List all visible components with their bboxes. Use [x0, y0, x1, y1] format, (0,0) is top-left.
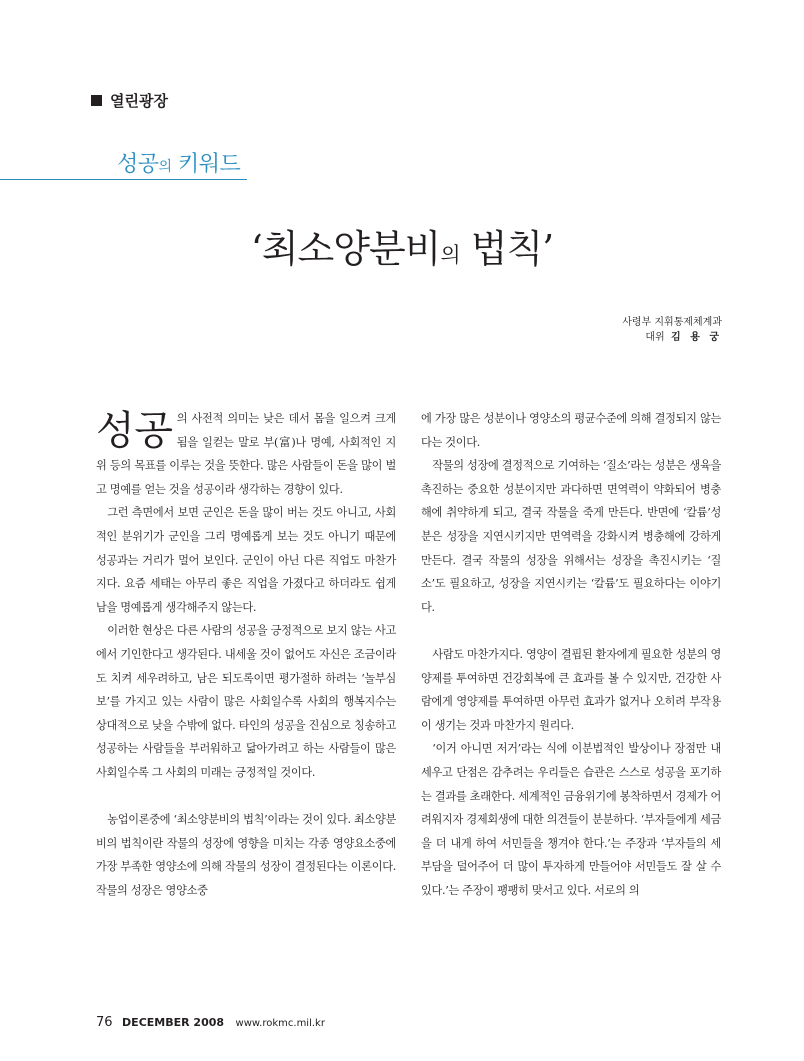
kicker-small: 의	[158, 159, 172, 175]
kicker-title	[117, 147, 240, 178]
author-unit: 사령부 지휘통제체계과	[622, 317, 722, 328]
right-column	[421, 407, 721, 902]
paragraph: 사람도 마찬가지다. 영양이 결핍된 환자에게 필요한 성분의 영양제를 투여하면 건강회복에 큰 효과를 볼 수 있지만, 건강한 사람에게 영양제를 투여하면 아무런 효과가 없거나 오히려 부작용이 생기는 것과 마찬가지 원리다.	[421, 647, 721, 732]
paragraph-gap	[96, 785, 396, 809]
page-number: 76	[96, 1015, 113, 1030]
section-tag	[91, 90, 168, 111]
kicker-main: 성공	[117, 152, 159, 177]
paragraph: 이러한 현상은 다른 사람의 성공을 긍정적으로 보지 않는 사고에서 기인한다고 생각된다. 내세울 것이 없어도 자신은 조금이라도 치켜 세우려하고, 남은 되도록이면 평가절하 하려는 ‘놀부심보’를 가지고 있는 사람이 많은 사회일수록 사회의 행복지수는 상대적으로 낮을 수밖에 없다. 타인의 성공을 진심으로 칭송하고 성공하는 사람들을 부러워하고 닮아가려고 하는 사람들이 많은 사회일수록 그 사회의 미래는 긍정적일 것이다.	[96, 624, 396, 779]
page-title	[0, 218, 804, 273]
left-column	[96, 407, 396, 902]
author-name: 김 용 궁	[671, 332, 722, 343]
paragraph	[96, 407, 396, 501]
paragraph-text: 의 사전적 의미는 낮은 데서 몸을 일으켜 크게 됨을 일컫는 말로 부(富)나 명예, 사회적인 지위 등의 목표를 이루는 것을 뜻한다. 많은 사람들이 돈을 많이 벌고 명예를 얻는 것을 성공이라 생각하는 경향이 있다.	[96, 412, 396, 496]
title-tail: 법칙’	[459, 227, 554, 271]
paragraph: 그런 측면에서 보면 군인은 돈을 많이 버는 것도 아니고, 사회적인 분위기가 군인을 그리 명예롭게 보는 것도 아니기 때문에 성공과는 거리가 멀어 보인다. 군인이 아닌 다른 직업도 마찬가지다. 요즘 세태는 아무리 좋은 직업을 가졌다고 하더라도 쉽게 남을 명예롭게 생각해주지 않는다.	[96, 506, 396, 614]
square-bullet-icon	[91, 95, 102, 106]
title-small: 의	[440, 243, 460, 267]
website-url: www.rokmc.mil.kr	[235, 1018, 325, 1029]
drop-cap: 성공	[96, 408, 173, 454]
paragraph: 작물의 성장에 결정적으로 기여하는 ‘질소’라는 성분은 생육을 촉진하는 중요한 성분이지만 과다하면 면역력이 약화되어 병충해에 취약하게 되고, 결국 작물을 죽게 만든다. 반면에 ‘칼륨’성분은 성장을 지연시키지만 면역력을 강화시켜 병충해에 강하게 만든다. 결국 작물의 성장을 위해서는 성장을 촉진시키는 ‘질소’도 필요하고, 성장을 지연시키는 ‘칼륨’도 필요하다는 이야기다.	[421, 459, 721, 614]
kicker-tail: 키워드	[171, 152, 241, 177]
section-label: 열린광장	[110, 92, 168, 110]
title-main: ‘최소양분비	[250, 227, 441, 271]
author-line	[622, 330, 722, 345]
paragraph: 에 가장 많은 성분이나 영양소의 평균수준에 의해 결정되지 않는다는 것이다.	[421, 412, 721, 449]
page-footer	[96, 1015, 325, 1030]
author-byline	[622, 315, 722, 345]
author-rank: 대위	[645, 332, 665, 343]
issue-date: DECEMBER 2008	[122, 1016, 225, 1029]
paragraph: 농업이론중에 ‘최소양분비의 법칙’이라는 것이 있다. 최소양분비의 법칙이란 작물의 성장에 영향을 미치는 각종 영양요소중에 가장 부족한 영양소에 의해 작물의 성장이 결정된다는 이론이다. 작물의 성장은 영양소중	[96, 813, 396, 897]
paragraph: ‘이거 아니면 저거’라는 식에 이분법적인 발상이나 장점만 내세우고 단점은 감추려는 우리들은 습관은 스스로 성공을 포기하는 결과를 초래한다. 세계적인 금융위기에 봉착하면서 경제가 어려워지자 경제회생에 대한 의견들이 분분하다. ‘부자들에게 세금을 더 내게 하여 서민들을 챙겨야 한다.’는 주장과 ‘부자들의 세부담을 덜어주어 더 많이 투자하게 만들어야 서민들도 잘 살 수 있다.’는 주장이 팽팽히 맞서고 있다. 서로의 의	[421, 742, 721, 897]
kicker-rule	[0, 179, 247, 180]
paragraph-gap	[421, 619, 721, 643]
